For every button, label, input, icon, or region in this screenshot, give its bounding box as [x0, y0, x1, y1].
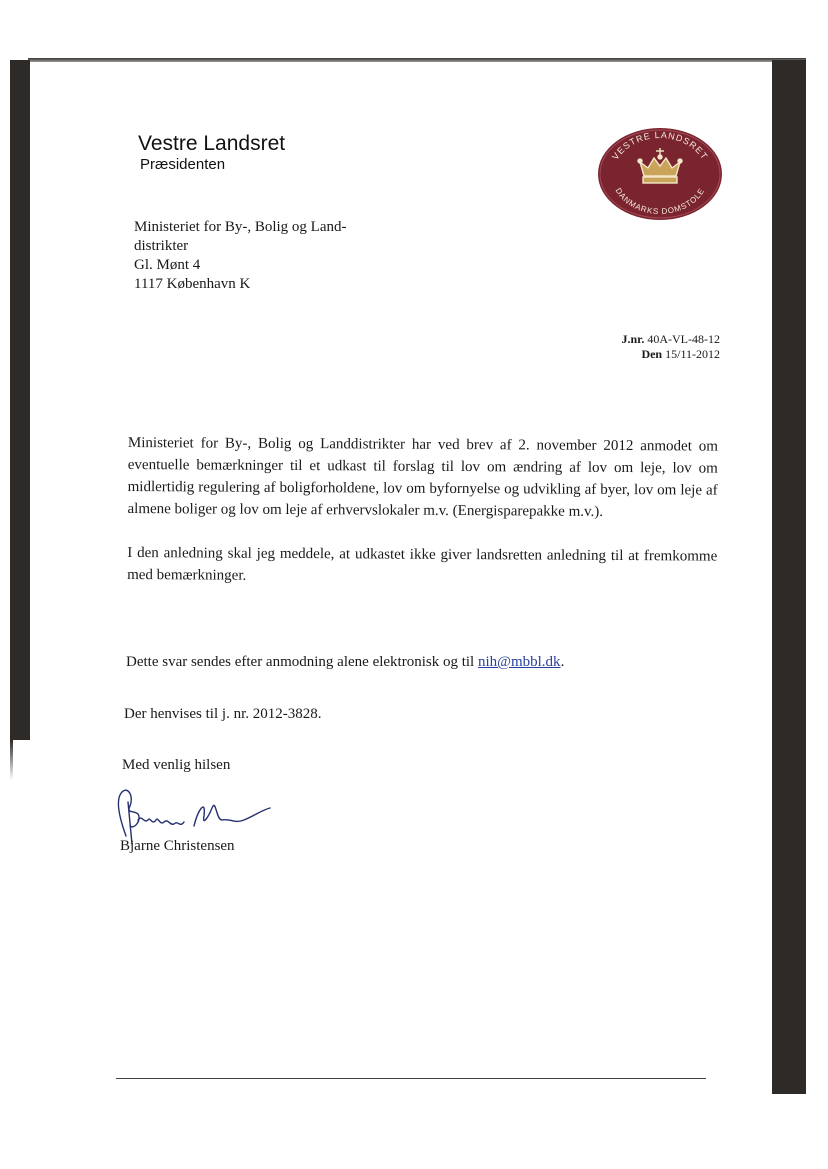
scan-shadow-left-fade [10, 740, 13, 780]
scan-shadow-left [10, 60, 30, 740]
email-suffix-text: . [560, 654, 565, 670]
footer-divider [116, 1078, 706, 1079]
scan-shadow-right [772, 60, 806, 1094]
jnr-label: J.nr. [621, 332, 645, 346]
email-link[interactable]: nih@mbbl.dk [477, 654, 561, 670]
jnr-value: 40A-VL-48-12 [647, 332, 720, 346]
body-paragraph: I den anledning skal jeg meddele, at udkastet ikke giver landsretten anledning til at fremkomme med bemærkninger. [127, 544, 718, 584]
recipient-address [134, 218, 346, 294]
closing-text: Med venlig hilsen [122, 757, 231, 773]
department-name: Præsidenten [140, 156, 226, 173]
recipient-line: Gl. Mønt 4 [134, 257, 201, 273]
recipient-line: 1117 København K [134, 276, 251, 292]
court-seal [596, 126, 724, 222]
reference-block [560, 332, 720, 362]
email-prefix-text: Dette svar sendes efter anmodning alene elektronisk og til [126, 654, 478, 670]
court-name: Vestre Landsret [138, 132, 286, 155]
signatory-name: Bjarne Christensen [120, 838, 235, 854]
seal-bottom-text: DANMARKS DOMSTOLE [613, 186, 707, 217]
letter-body [127, 432, 718, 610]
date-value: 15/11-2012 [665, 347, 720, 361]
date-label: Den [641, 347, 663, 361]
recipient-line: Ministeriet for By-, Bolig og Land- [134, 219, 347, 235]
body-paragraph: Der henvises til j. nr. 2012-3828. [124, 706, 322, 722]
recipient-line: distrikter [134, 238, 189, 254]
seal-top-text: VESTRE LANDSRET [610, 129, 710, 162]
body-paragraph-email [126, 654, 564, 671]
body-paragraph: Ministeriet for By-, Bolig og Landdistrikter har ved brev af 2. november 2012 anmodet om eventuelle bemærkninger til et udkast til forslag til lov om ændring af lov om leje, lov om midlertidig regulering af boligforholdene, lov om byfornyelse og udvikling af byer, lov om leje af almene boliger og lov om leje af erhvervslokaler m.v. (Energisparepakke m.v.). [127, 434, 718, 520]
